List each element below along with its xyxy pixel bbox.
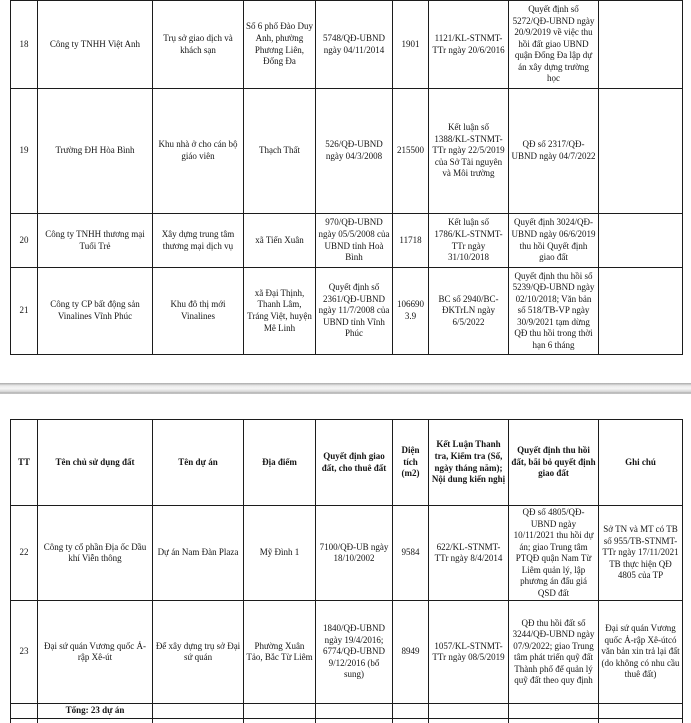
- total-empty-cell: [11, 704, 38, 719]
- table-row: [11, 506, 683, 601]
- cell-location: Mỹ Đình 1: [244, 506, 316, 601]
- total-empty-cell: [599, 704, 683, 719]
- header-tt: TT: [11, 420, 38, 506]
- empty-cell: [599, 718, 683, 723]
- cell-decision: 7100/QĐ-UB ngày 18/10/2002: [316, 506, 393, 601]
- cell-note: [599, 1, 683, 89]
- cell-area: 1901: [393, 1, 429, 89]
- empty-cell: [393, 718, 429, 723]
- cell-note: Đại sứ quán Vương quốc Ả-rập Xê-útcó văn bản xin trả lại đất (do không có nhu cầu thuê đất): [599, 601, 683, 704]
- header-note: Ghi chú: [599, 420, 683, 506]
- header-location: Địa điểm: [244, 420, 316, 506]
- header-owner: Tên chủ sử dụng đất: [38, 420, 153, 506]
- empty-cell: [11, 718, 38, 723]
- cell-conclusion: Kết luận số 1388/KL-STNMT-TTr ngày 22/5/2019 của Sở Tài nguyên và Môi trường: [429, 89, 509, 214]
- cell-location: Phường Xuân Tảo, Bắc Từ Liêm: [244, 601, 316, 704]
- header-project: Tên dự án: [153, 420, 244, 506]
- cell-project: Để xây dựng trụ sở Đại sứ quán: [153, 601, 244, 704]
- header-area: Diện tích (m2): [393, 420, 429, 506]
- cell-revoke: Quyết định 3024/QĐ-UBND ngày 06/6/2019 thu hồi Quyết định giao đất: [509, 214, 599, 268]
- cell-project: Khu đô thị mới Vinalines: [153, 268, 244, 355]
- page-separator-bar: [0, 383, 691, 394]
- cell-project: Khu nhà ở cho cán bộ giáo viên: [153, 89, 244, 214]
- total-empty-cell: [316, 704, 393, 719]
- total-label: Tổng: 23 dự án: [38, 704, 153, 719]
- header-revoke: Quyết định thu hồi đất, bãi bỏ quyết định giao đất: [509, 420, 599, 506]
- table2-footer-body: [11, 704, 683, 723]
- table2-body: [11, 420, 683, 506]
- cell-area: 11718: [393, 214, 429, 268]
- cell-conclusion: 1121/KL-STNMT-TTr ngày 20/6/2016: [429, 1, 509, 89]
- cell-location: xã Tiến Xuân: [244, 214, 316, 268]
- cell-tt: 21: [11, 268, 38, 355]
- cell-tt: 19: [11, 89, 38, 214]
- cell-decision: Quyết định số 2361/QĐ-UBND ngày 11/7/2008 của UBND tỉnh Vĩnh Phúc: [316, 268, 393, 355]
- cell-owner: Đại sứ quán Vương quốc Ả-rập Xê-út: [38, 601, 153, 704]
- table2-data-body: [11, 506, 683, 704]
- cell-project: Trụ sở giao dịch và khách sạn: [153, 1, 244, 89]
- total-row: [11, 704, 683, 719]
- cell-decision: 526/QĐ-UBND ngày 04/3/2008: [316, 89, 393, 214]
- cell-tt: 18: [11, 1, 38, 89]
- cell-owner: Trường ĐH Hòa Bình: [38, 89, 153, 214]
- cell-revoke: QĐ số 4805/QĐ-UBND ngày 10/11/2021 thu hồi dự án; giao Trung tâm PTQĐ quận Nam Từ Liêm quản lý, lập phương án đấu giá QSD đất: [509, 506, 599, 601]
- total-empty-cell: [244, 704, 316, 719]
- cell-note: [599, 89, 683, 214]
- cell-revoke: QĐ số 2317/QĐ-UBND ngày 04/7/2022: [509, 89, 599, 214]
- land-projects-table-page1: [10, 0, 683, 355]
- empty-cell: [316, 718, 393, 723]
- empty-cell: [153, 718, 244, 723]
- cell-tt: 20: [11, 214, 38, 268]
- table-row: [11, 214, 683, 268]
- total-empty-cell: [429, 704, 509, 719]
- empty-cell: [429, 718, 509, 723]
- table1-body: [11, 1, 683, 355]
- cell-decision: 1840/QĐ-UBND ngày 19/4/2016; 6774/QĐ-UBND 9/12/2016 (bổ sung): [316, 601, 393, 704]
- cell-note: Sở TN và MT có TB số 955/TB-STNMT-TTr ngày 17/11/2021 TB thực hiện QĐ 4805 của TP: [599, 506, 683, 601]
- empty-cell: [38, 718, 153, 723]
- cell-tt: 23: [11, 601, 38, 704]
- cell-owner: Công ty CP bất động sản Vinalines Vĩnh Phúc: [38, 268, 153, 355]
- cell-location: xã Đại Thịnh, Thanh Lâm, Tráng Việt, huyện Mê Linh: [244, 268, 316, 355]
- cell-location: Thạch Thất: [244, 89, 316, 214]
- cell-project: Dự án Nam Đàn Plaza: [153, 506, 244, 601]
- empty-cell: [244, 718, 316, 723]
- cell-area: 9584: [393, 506, 429, 601]
- cell-decision: 970/QĐ-UBND ngày 05/5/2008 của UBND tỉnh Hoà Bình: [316, 214, 393, 268]
- table-row: [11, 1, 683, 89]
- cell-revoke: Quyết định thu hồi số 5239/QĐ-UBND ngày 02/10/2018; Văn bản số 518/TB-VP ngày 30/9/2021 tạm dừng QĐ thu hồi trong thời hạn 6 tháng: [509, 268, 599, 355]
- header-decision: Quyết định giao đất, cho thuê đất: [316, 420, 393, 506]
- cell-decision: 5748/QĐ-UBND ngày 04/11/2014: [316, 1, 393, 89]
- partial-clipped-row: [11, 718, 683, 723]
- cell-owner: Công ty TNHH Việt Anh: [38, 1, 153, 89]
- total-empty-cell: [153, 704, 244, 719]
- cell-note: [599, 214, 683, 268]
- cell-area: 8949: [393, 601, 429, 704]
- table-header-row: [11, 420, 683, 506]
- table-row: [11, 89, 683, 214]
- cell-note: [599, 268, 683, 355]
- land-projects-table-page2: [10, 419, 683, 723]
- table-row: [11, 601, 683, 704]
- cell-location: Số 6 phố Đào Duy Anh, phường Phương Liên, Đống Đa: [244, 1, 316, 89]
- cell-tt: 22: [11, 506, 38, 601]
- cell-owner: Công ty TNHH thương mại Tuổi Trẻ: [38, 214, 153, 268]
- cell-conclusion: 622/KL-STNMT-TTr ngày 8/4/2014: [429, 506, 509, 601]
- cell-owner: Công ty cổ phần Địa ốc Dầu khí Viễn thông: [38, 506, 153, 601]
- cell-area: 1066903.9: [393, 268, 429, 355]
- cell-conclusion: 1057/KL-STNMT-TTr ngày 08/5/2019: [429, 601, 509, 704]
- cell-conclusion: Kết luận số 1786/KL-STNMT-TTr ngày 31/10/2018: [429, 214, 509, 268]
- table-row: [11, 268, 683, 355]
- cell-project: Xây dựng trung tâm thương mại dịch vụ: [153, 214, 244, 268]
- header-conclusion: Kết Luận Thanh tra, Kiểm tra (Số, ngày tháng năm); Nội dung kiến nghị: [429, 420, 509, 506]
- cell-revoke: Quyết định số 5272/QĐ-UBND ngày 20/9/2019 về việc thu hồi đất giao UBND quận Đống Đa lập dự án xây dựng trường học: [509, 1, 599, 89]
- total-empty-cell: [393, 704, 429, 719]
- total-empty-cell: [509, 704, 599, 719]
- cell-area: 215500: [393, 89, 429, 214]
- cell-conclusion: BC số 2940/BC-ĐKTrLN ngày 6/5/2022: [429, 268, 509, 355]
- cell-revoke: QĐ thu hồi đất số 3244/QĐ-UBND ngày 07/9/2022; giao Trung tâm phát triển quỹ đất Thành phố để quản lý quỹ đất theo quy định: [509, 601, 599, 704]
- empty-cell: [509, 718, 599, 723]
